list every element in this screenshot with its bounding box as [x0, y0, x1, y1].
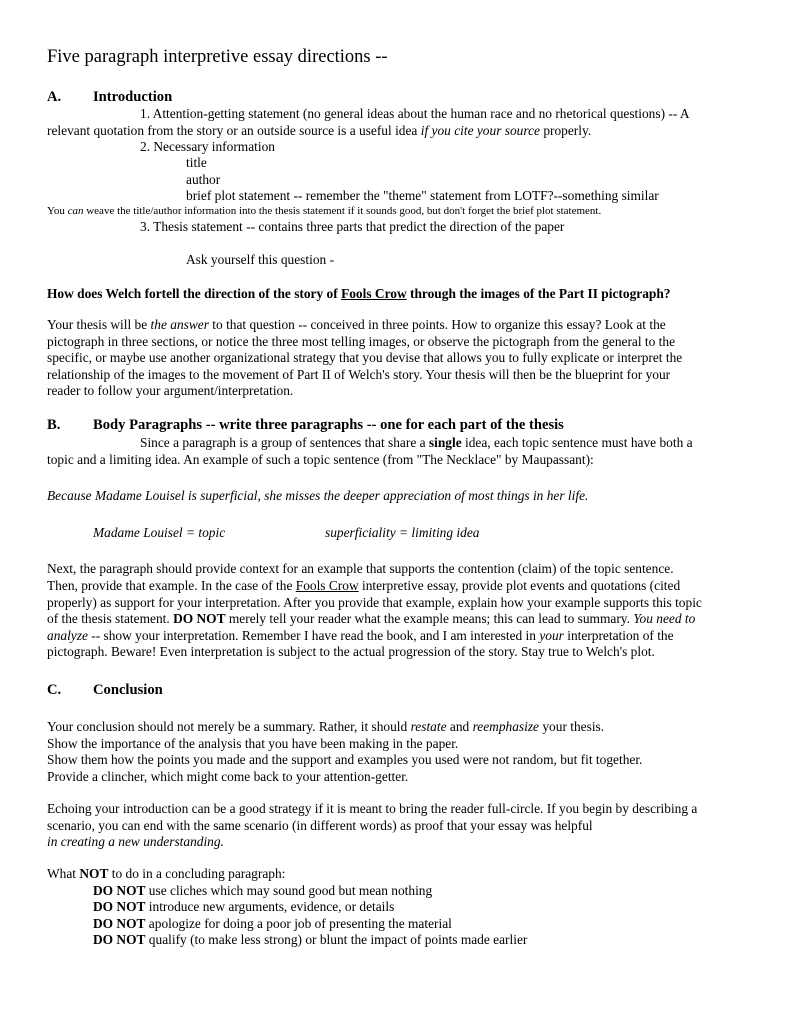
section-a-letter: A.: [47, 89, 62, 105]
section-b-heading: Body Paragraphs -- write three paragraphs -- one for each part of the thesis: [93, 417, 564, 433]
echo-line-3: in creating a new understanding.: [47, 834, 224, 849]
example-sentence: Because Madame Louisel is superficial, she misses the deeper appreciation of most things in her life.: [47, 488, 589, 503]
intro-item-1: 1. Attention-getting statement (no general ideas about the human race and no rhetorical questions) -- A: [140, 106, 690, 121]
section-a-heading: Introduction: [93, 89, 173, 105]
thesis-line-1: Your thesis will be the answer to that question -- conceived in three points. How to organize this essay? Look at the: [47, 317, 666, 332]
what-not-line: What NOT to do in a concluding paragraph:: [47, 866, 286, 881]
thesis-line-3: specific, or maybe use another organizational strategy that you devise that allows you to fully explicate or interpret the: [47, 350, 683, 365]
intro-item-2: 2. Necessary information: [140, 139, 275, 154]
intro-item-3: 3. Thesis statement -- contains three parts that predict the direction of the paper: [140, 219, 565, 234]
body-para-line-2: topic and a limiting idea. An example of such a topic sentence (from "The Necklace" by Maupassant):: [47, 452, 594, 467]
page-title: Five paragraph interpretive essay directions --: [47, 47, 388, 67]
echo-line-2: scenario, you can end with the same scenario (in different words) as proof that your essay was helpful: [47, 818, 593, 833]
conclusion-line-2: Show the importance of the analysis that you have been making in the paper.: [47, 736, 459, 751]
thesis-line-4: relationship of the images to the movement of Part II of Welch's story. Your thesis will then be the blueprint for your: [47, 367, 671, 382]
section-c-letter: C.: [47, 682, 62, 698]
body-next-line-5: analyze -- show your interpretation. Remember I have read the book, and I am interested in your interpretation of the: [47, 628, 674, 643]
conclusion-line-3: Show them how the points you made and the support and examples you used were not random, but fit together.: [47, 752, 643, 767]
intro-sub-author: author: [186, 172, 221, 187]
intro-item-1-cont: relevant quotation from the story or an outside source is a useful idea if you cite your source properly.: [47, 123, 592, 138]
conclusion-line-4: Provide a clincher, which might come back to your attention-getter.: [47, 769, 409, 784]
body-next-line-6: pictograph. Beware! Even interpretation is subject to the actual progression of the story. Stay true to Welch's plot.: [47, 644, 655, 659]
section-b-letter: B.: [47, 417, 61, 433]
example-limiting-idea: superficiality = limiting idea: [325, 525, 480, 540]
intro-ask: Ask yourself this question -: [186, 252, 335, 267]
body-next-line-3: properly) as support for your interpretation. After you provide that example, explain how your example supports this topic: [47, 595, 702, 610]
thesis-line-2: pictograph in three sections, or notice the three most telling images, or observe the pictograph from the general to the: [47, 334, 676, 349]
example-topic: Madame Louisel = topic: [93, 525, 226, 540]
do-not-item-3: DO NOT apologize for doing a poor job of presenting the material: [93, 916, 452, 931]
intro-sub-plot: brief plot statement -- remember the "theme" statement from LOTF?--something similar: [186, 188, 659, 203]
conclusion-line-1: Your conclusion should not merely be a summary. Rather, it should restate and reemphasize your thesis.: [47, 719, 605, 734]
guiding-question: How does Welch fortell the direction of the story of Fools Crow through the images of the Part II pictograph?: [47, 286, 671, 301]
echo-line-1: Echoing your introduction can be a good strategy if it is meant to bring the reader full-circle. If you begin by describing a: [47, 801, 698, 816]
section-c-heading: Conclusion: [93, 682, 163, 698]
do-not-item-1: DO NOT use cliches which may sound good but mean nothing: [93, 883, 433, 898]
intro-sub-title: title: [186, 155, 207, 170]
do-not-item-4: DO NOT qualify (to make less strong) or blunt the impact of points made earlier: [93, 932, 528, 947]
body-para-line-1: Since a paragraph is a group of sentences that share a single idea, each topic sentence must have both a: [140, 435, 693, 450]
body-next-line-4: of the thesis statement. DO NOT merely tell your reader what the example means; this can lead to summary. You need to: [47, 611, 696, 626]
body-next-line-2: Then, provide that example. In the case of the Fools Crow interpretive essay, provide plot events and quotations (cited: [47, 578, 681, 593]
intro-note: You can weave the title/author information into the thesis statement if it sounds good, but don't forget the brief plot statement.: [47, 205, 602, 217]
thesis-line-5: reader to follow your argument/interpretation.: [47, 383, 294, 398]
body-next-line-1: Next, the paragraph should provide context for an example that supports the contention (claim) of the topic sentence.: [47, 561, 674, 576]
do-not-item-2: DO NOT introduce new arguments, evidence, or details: [93, 899, 395, 914]
